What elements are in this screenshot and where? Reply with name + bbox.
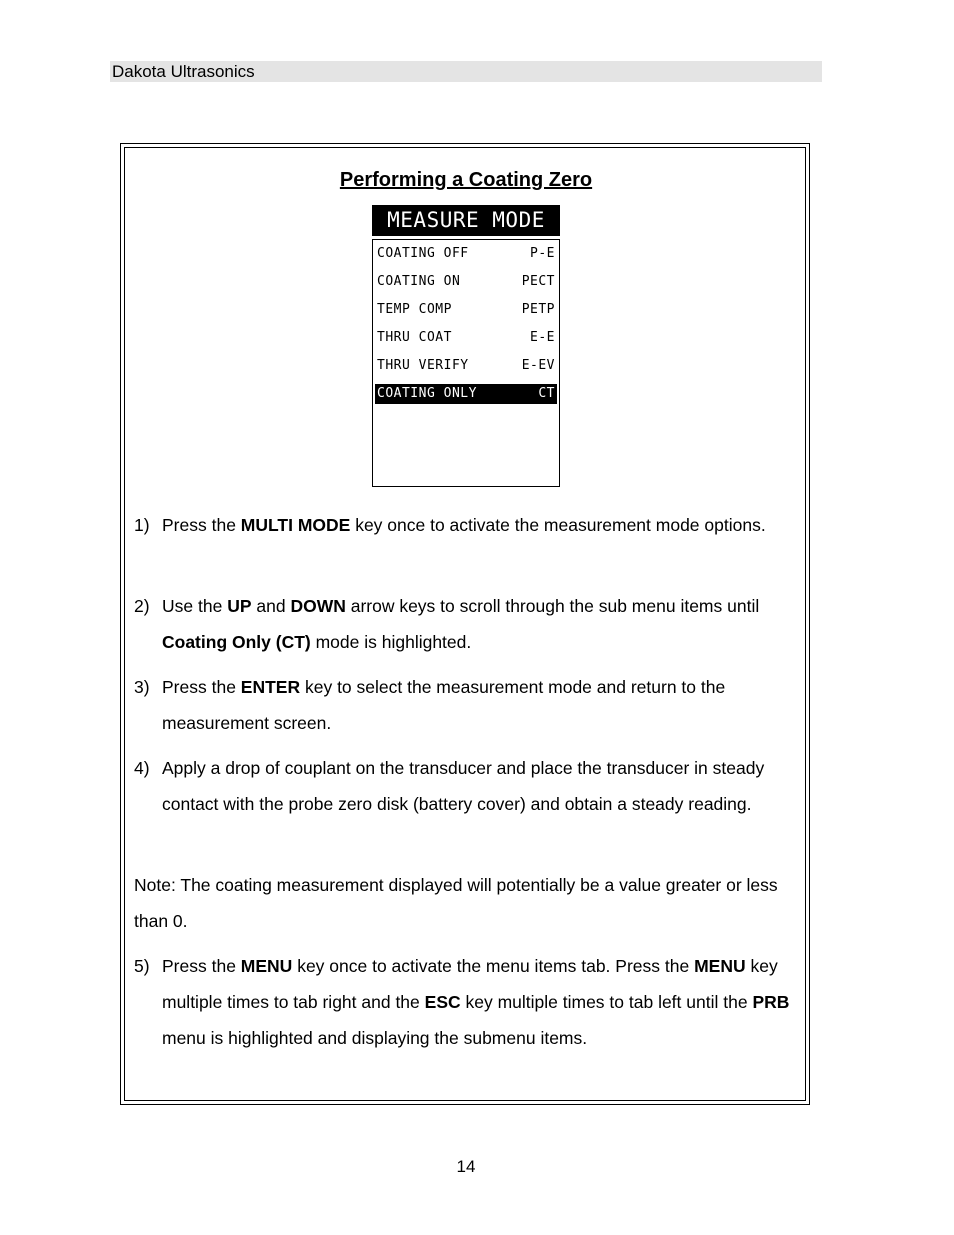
step-text-bold: ENTER (240, 677, 301, 697)
lcd-menu-item-code: E-EV (521, 358, 555, 373)
step-text (162, 948, 806, 1056)
step-text (162, 588, 806, 660)
step-text-run: key once to activate the menu items tab. Press the (292, 956, 695, 976)
step-number: 4) (134, 758, 150, 778)
lcd-menu-item (375, 328, 557, 348)
step-text-run: menu is highlighted and displaying the submenu items. (162, 1028, 588, 1048)
lcd-menu-item (375, 300, 557, 320)
step-number: 3) (134, 677, 150, 697)
step-text-bold: UP (227, 596, 252, 616)
step-number: 2) (134, 596, 150, 616)
section-title: Performing a Coating Zero (339, 169, 593, 191)
step-number: 1) (134, 515, 150, 535)
step-5 (134, 948, 806, 1056)
step-text (162, 507, 806, 543)
step-text-bold: PRB (752, 992, 790, 1012)
step-text-run: Press the (162, 677, 241, 697)
lcd-menu-item (375, 244, 557, 264)
lcd-title: MEASURE MODE (372, 205, 560, 236)
step-text-run: key multiple times to tab left until the (460, 992, 753, 1012)
note-text: Note: The coating measurement displayed will potentially be a value greater or less than 0. (134, 875, 778, 931)
lcd-screen (372, 239, 560, 487)
lcd-menu-item-label: THRU COAT (377, 330, 452, 345)
step-text-bold: Coating Only (CT) (162, 632, 311, 652)
step-text-bold: MENU (694, 956, 746, 976)
step-text-run: key once to activate the measurement mode options. (350, 515, 766, 535)
lcd-menu-item-label: COATING OFF (377, 246, 469, 261)
step-text-run: key multiple times to tab right and the (162, 956, 778, 1012)
step-text-run: mode is highlighted. (310, 632, 472, 652)
step-text-bold: ESC (424, 992, 461, 1012)
step-text (162, 669, 806, 741)
lcd-menu-item-code: E-E (530, 330, 555, 345)
lcd-menu-item-label: COATING ON (377, 274, 461, 289)
page-number: 14 (456, 1157, 476, 1176)
step-text-bold: MENU (240, 956, 293, 976)
step-text (162, 750, 806, 822)
step-number: 5) (134, 956, 150, 976)
lcd-menu-item-code: P-E (530, 246, 555, 261)
step-text-bold: MULTI MODE (240, 515, 351, 535)
lcd-menu-item (375, 272, 557, 292)
lcd-menu-item (375, 384, 557, 404)
lcd-menu-item-label: COATING ONLY (377, 386, 477, 401)
lcd-menu-item-code: PETP (521, 302, 555, 317)
step-3 (134, 669, 806, 741)
step-2 (134, 588, 806, 660)
step-4 (134, 750, 806, 822)
step-text-run: key to select the measurement mode and return to the measurement screen. (162, 677, 726, 733)
step-text-run: and (251, 596, 291, 616)
header-title: Dakota Ultrasonics (112, 62, 255, 81)
step-text-run: Press the (162, 515, 241, 535)
lcd-menu-item-code: PECT (521, 274, 555, 289)
step-text-run: Apply a drop of couplant on the transducer and place the transducer in steady contact with the probe zero disk (battery cover) and obtain a steady reading. (162, 758, 765, 814)
step-1 (134, 507, 806, 543)
step-text-run: arrow keys to scroll through the sub menu items until (345, 596, 760, 616)
step-text-run: Press the (162, 956, 241, 976)
lcd-menu-item-code: CT (538, 386, 555, 401)
lcd-menu-item (375, 356, 557, 376)
lcd-menu-item-label: TEMP COMP (377, 302, 452, 317)
lcd-menu-item-label: THRU VERIFY (377, 358, 469, 373)
step-text-run: Use the (162, 596, 228, 616)
step-text-bold: DOWN (290, 596, 346, 616)
header-band (110, 61, 822, 82)
